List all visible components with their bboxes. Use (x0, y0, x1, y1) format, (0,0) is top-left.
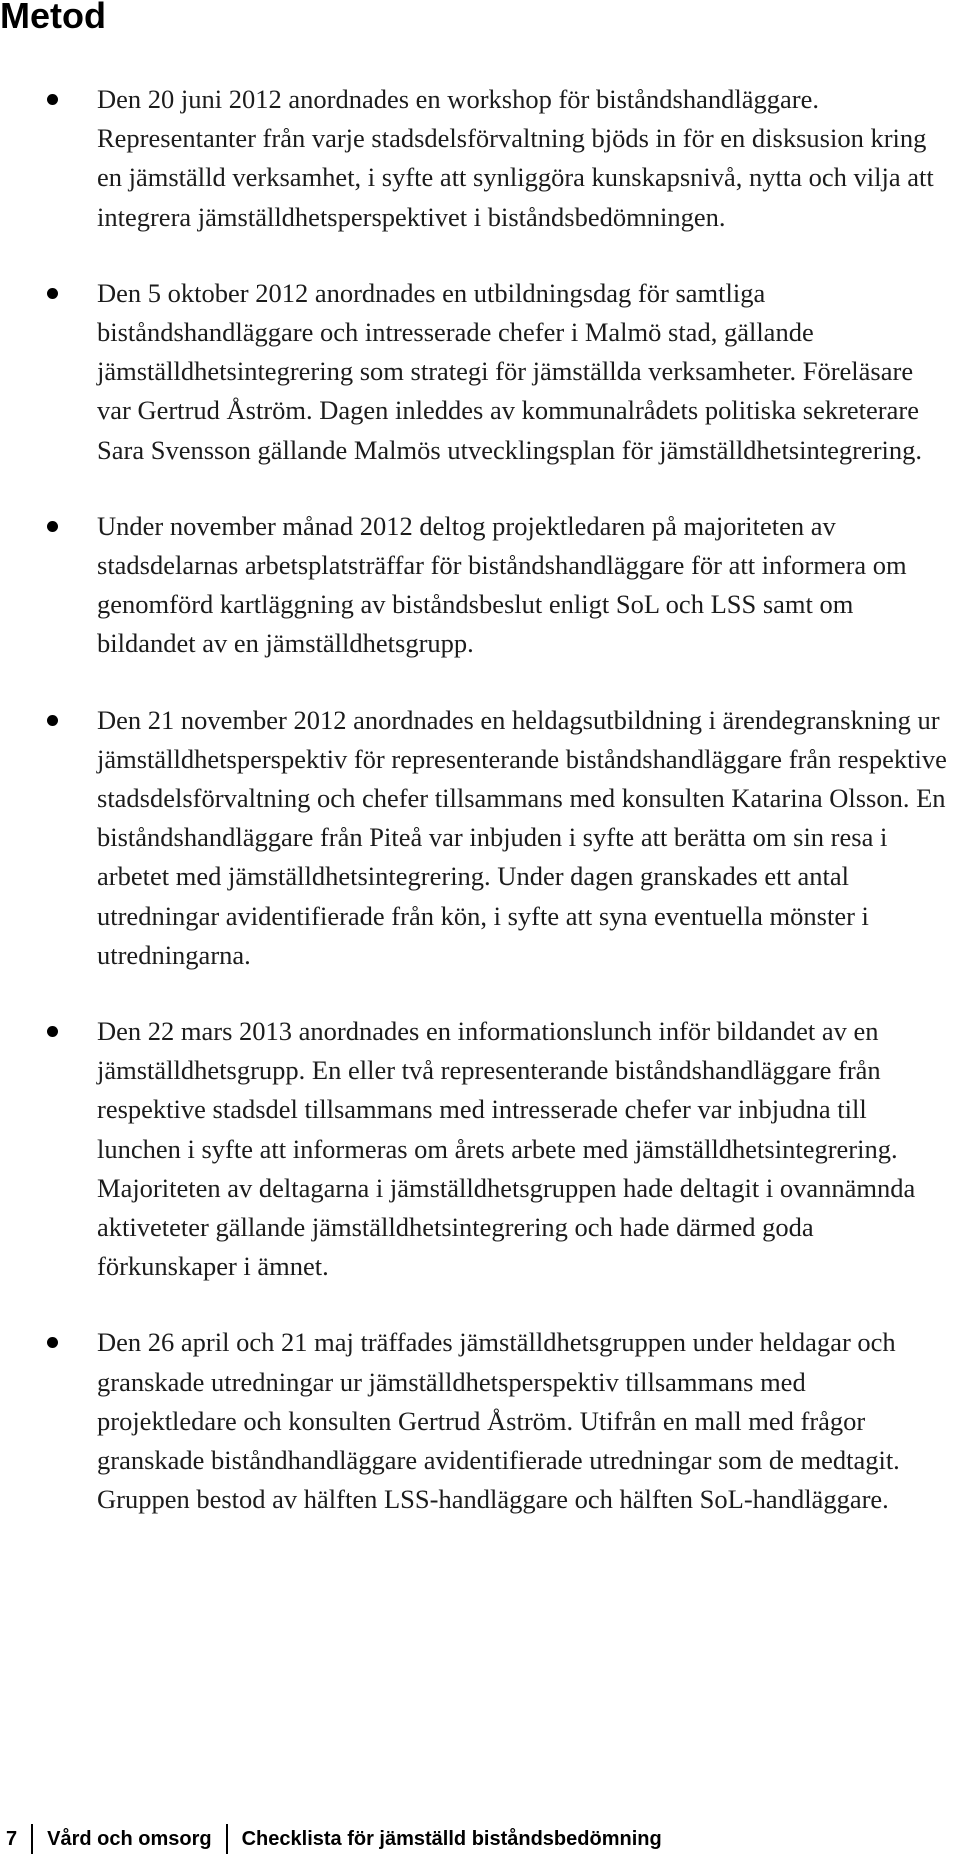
footer-document-title: Checklista för jämställd biståndsbedömning (241, 1827, 662, 1850)
bullet-item-workplace-meetings (0, 507, 960, 664)
bullet-text: Den 22 mars 2013 anordnades en informationslunch inför bildandet av en jämställdhetsgrupp. En eller två representerande biståndshandläggare från respektive stadsdel tillsammans med intresserade chefer var inbjudna till lunchen i syfte att informeras om årets arbete med jämställdhetsintegrering. Majoriteten av deltagarna i jämställdhetsgruppen hade deltagit i ovannämnda aktiveteter gällande jämställdhetsintegrering och hade därmed goda förkunskaper i ämnet. (97, 1016, 916, 1282)
page-footer (0, 1822, 662, 1856)
bullet-text: Den 5 oktober 2012 anordnades en utbildningsdag för samtliga biståndshandläggare och intresserade chefer i Malmö stad, gällande jämställdhetsintegrering som strategi för jämställda verksamheter. Föreläsare var Gertrud Åström. Dagen inleddes av kommunalrådets politiska sekreterare Sara Svensson gällande Malmös utvecklingsplan för jämställdhetsintegrering. (97, 277, 923, 465)
bullet-dot-icon (47, 715, 58, 726)
bullet-item-group-meetings (0, 1323, 960, 1519)
page-number: 7 (6, 1827, 18, 1850)
bullet-text: Den 20 juni 2012 anordnades en workshop för biståndshandläggare. Representanter från varje stadsdelsförvaltning bjöds in för en disksusion kring en jämställd verksamhet, i syfte att synliggöra kunskapsnivå, nytta och vilja att integrera jämställdhetsperspektivet i biståndsbedömningen. (97, 84, 934, 232)
method-bullet-list (0, 80, 960, 1557)
bullet-item-workshop (0, 80, 960, 237)
bullet-dot-icon (47, 1026, 58, 1037)
bullet-text: Den 26 april och 21 maj träffades jämställdhetsgruppen under heldagar och granskade utredningar ur jämställdhetsperspektiv tillsammans med projektledare och konsulten Gertrud Åström. Utifrån en mall med frågor granskade biståndhandläggare avidentifierade utredningar som de medtagit. Gruppen bestod av hälften LSS-handläggare och hälften SoL-handläggare. (97, 1327, 900, 1515)
bullet-item-information-lunch (0, 1012, 960, 1286)
footer-divider (31, 1824, 33, 1854)
bullet-dot-icon (47, 94, 58, 105)
bullet-text: Under november månad 2012 deltog projektledaren på majoriteten av stadsdelarnas arbetsplatsträffar för biståndshandläggare för att informera om genomförd kartläggning av biståndsbeslut enligt SoL och LSS samt om bildandet av en jämställdhetsgrupp. (97, 510, 907, 659)
footer-section: Vård och omsorg (47, 1827, 212, 1850)
page-heading: Metod (0, 0, 106, 36)
footer-divider (226, 1824, 228, 1854)
bullet-item-full-day-training (0, 701, 960, 975)
bullet-dot-icon (47, 288, 58, 299)
bullet-dot-icon (47, 521, 58, 532)
bullet-text: Den 21 november 2012 anordnades en heldagsutbildning i ärendegranskning ur jämställdhetsperspektiv för representerande biståndshandläggare från respektive stadsdelsförvaltning och chefer tillsammans med konsulten Katarina Olsson. En biståndshandläggare från Piteå var inbjuden i syfte att berätta om sin resa i arbetet med jämställdhetsintegrering. Under dagen granskades ett antal utredningar avidentifierade från kön, i syfte att syna eventuella mönster i utredningarna. (97, 704, 947, 970)
bullet-dot-icon (47, 1337, 58, 1348)
bullet-item-training-day (0, 274, 960, 470)
